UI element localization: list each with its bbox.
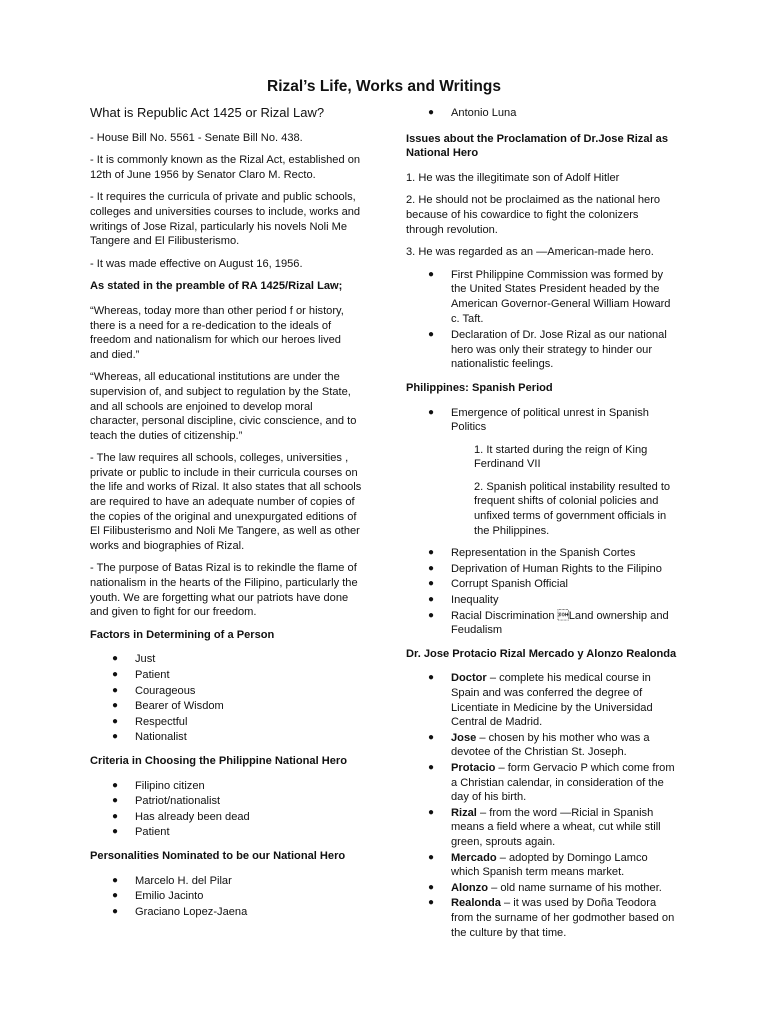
bullet-icon: ● <box>428 268 435 280</box>
list-item: ● Mercado – adopted by Domingo Lamco which Spanish term means market. <box>428 851 648 879</box>
bullet-icon: ● <box>112 653 119 665</box>
bullet-icon: ● <box>428 562 435 574</box>
bullet-icon: ● <box>428 851 435 863</box>
list-item: ● Courageous <box>112 684 196 697</box>
full-name-heading: Dr. Jose Protacio Rizal Mercado y Alonzo Realonda <box>406 647 677 660</box>
bullet-icon: ● <box>428 806 435 818</box>
bullet-icon: ● <box>112 684 119 696</box>
list-item: ● Protacio – form Gervacio P which come from a Christian calendar, in consideration of the day of his birth. <box>428 761 675 804</box>
bullet-icon: ● <box>428 547 435 559</box>
bullet-icon: ● <box>428 107 435 118</box>
issue-3: 3. He was regarded as an —American-made hero. <box>406 246 654 259</box>
preamble-quote-2: “Whereas, all educational institutions are under the supervision of, and subject to regulation by the State, and all schools are enjoined to develop moral character, personal discipline, civic conscience, and to teach the duties of citizenship.” <box>90 371 357 442</box>
list-item: ● Jose – chosen by his mother who was a devotee of the Christian St. Joseph. <box>428 731 650 759</box>
personalities-list <box>90 874 362 920</box>
list-item: ● Graciano Lopez-Jaena <box>112 905 248 918</box>
american-made-list <box>406 268 678 372</box>
list-item: ● Marcelo H. del Pilar <box>112 874 232 887</box>
proclamation-issues-heading: Issues about the Proclamation of Dr.Jose Rizal as National Hero <box>406 132 669 160</box>
right-column <box>406 106 678 949</box>
list-item: ● Emergence of political unrest in Spanish Politics <box>428 406 649 434</box>
left-column <box>90 106 362 928</box>
bullet-icon: ● <box>112 779 119 791</box>
list-item: ● Deprivation of Human Rights to the Filipino <box>428 562 662 575</box>
bullet-icon: ● <box>428 406 435 418</box>
bullet-icon: ● <box>112 890 119 902</box>
curricula-requirement: - It requires the curricula of private and public schools, colleges and universities courses to include, works and writings of Jose Rizal, particularly his novels Noli Me Tangere and El Filibusterismo. <box>90 191 361 248</box>
list-item: ● Has already been dead <box>112 810 250 823</box>
document-title: Rizal’s Life, Works and Writings <box>267 78 501 95</box>
spanish-issues-list <box>406 546 678 638</box>
bill-numbers: - House Bill No. 5561 - Senate Bill No. 438. <box>90 131 303 144</box>
criteria-list <box>90 779 362 840</box>
bullet-icon: ● <box>112 795 119 807</box>
list-item: ● Rizal – from the word —Ricial in Spanish means a field where a wheat, cut while still green, sprouts again. <box>428 806 661 848</box>
list-item: ● First Philippine Commission was formed by the United States President headed by the American Governor-General William Howard c. Taft. <box>428 268 671 325</box>
issue-1: 1. He was the illegitimate son of Adolf Hitler <box>406 171 620 184</box>
law-purpose: - The purpose of Batas Rizal is to rekindle the flame of nationalism in the hearts of the Filipino, particularly the youth. We are forgetting what our patriots have done and given to fight for our freedom. <box>90 562 358 619</box>
list-item: ● Corrupt Spanish Official <box>428 578 568 591</box>
list-item: ● Antonio Luna <box>428 107 517 119</box>
spanish-point-2: 2. Spanish political instability resulted to frequent shifts of colonial policies and unfixed terms of government officials in the Philippines. <box>474 480 671 537</box>
rizal-act-established: - It is commonly known as the Rizal Act, established on 12th of June 1956 by Senator Claro M. Recto. <box>90 154 361 181</box>
list-item: ● Doctor – complete his medical course in Spain and was conferred the degree of Licentiate in Medicine by the Universidad Central de Madrid. <box>428 672 653 729</box>
list-item: ● Declaration of Dr. Jose Rizal as our national hero was only their strategy to hinder our nationalistic feelings. <box>428 329 667 371</box>
spanish-period-heading: Philippines: Spanish Period <box>406 381 553 394</box>
list-item: ● Nationalist <box>112 731 187 744</box>
bullet-icon: ● <box>112 810 119 822</box>
criteria-heading: Criteria in Choosing the Philippine National Hero <box>90 754 348 767</box>
list-item: ● Inequality <box>428 594 499 607</box>
preamble-heading: As stated in the preamble of RA 1425/Rizal Law; <box>90 280 343 293</box>
bullet-icon: ● <box>112 700 119 712</box>
bullet-icon: ● <box>112 826 119 838</box>
bullet-icon: ● <box>428 329 435 341</box>
list-item: ● Patient <box>112 826 170 839</box>
spanish-period-list <box>406 406 678 435</box>
list-item: ● Just <box>112 653 156 666</box>
bullet-icon: ● <box>428 731 435 743</box>
bullet-icon: ● <box>428 578 435 590</box>
factors-list <box>90 652 362 745</box>
bullet-icon: ● <box>112 669 119 680</box>
list-item: ● Bearer of Wisdom <box>112 700 224 713</box>
bullet-icon: ● <box>428 761 435 773</box>
list-item: ● Emilio Jacinto <box>112 890 204 903</box>
factors-heading: Factors in Determining of a Person <box>90 628 275 641</box>
bullet-icon: ● <box>428 672 435 684</box>
list-item: ● Alonzo – old name surname of his mother. <box>428 881 662 894</box>
bullet-icon: ● <box>112 715 119 727</box>
bullet-icon: ● <box>112 905 119 917</box>
bullet-icon: ● <box>428 897 435 909</box>
preamble-quote-1: “Whereas, today more than other period f or history, there is a need for a re-dedication to the ideals of freedom and nationalism for which our heroes lived and died.” <box>90 304 344 361</box>
personalities-list-continued <box>406 106 678 121</box>
list-item: ● Patient <box>112 669 170 681</box>
bullet-icon: ● <box>428 609 435 621</box>
personalities-heading: Personalities Nominated to be our National Hero <box>90 849 346 862</box>
list-item: ● Respectful <box>112 715 188 728</box>
list-item: ● Filipino citizen <box>112 779 205 792</box>
effective-date: - It was made effective on August 16, 1956. <box>90 257 303 270</box>
list-item: ● Racial Discrimination Land ownership and Feudalism <box>428 609 669 637</box>
law-requirement: - The law requires all schools, colleges, universities , private or public to include in their curricula courses on the life and works of Rizal. It also states that all schools are required to have an adequate number of copies of the copies of the original and unexpurgated editions of El Filibusterismo and Noli Me Tangere, as well as other works and biographies of Rizal. <box>90 452 362 552</box>
bullet-icon: ● <box>428 881 435 893</box>
rizal-law-question: What is Republic Act 1425 or Rizal Law? <box>90 105 325 120</box>
list-item: ● Representation in the Spanish Cortes <box>428 547 636 560</box>
spanish-point-1: 1. It started during the reign of King Ferdinand VII <box>474 443 648 471</box>
list-item: ● Patriot/nationalist <box>112 795 221 808</box>
bullet-icon: ● <box>428 594 435 606</box>
bullet-icon: ● <box>112 874 119 886</box>
bullet-icon: ● <box>112 731 119 743</box>
name-meaning-list <box>406 671 678 940</box>
issue-2: 2. He should not be proclaimed as the national hero because of his cowardice to fight the colonizers through revolution. <box>406 194 661 236</box>
list-item: ● Realonda – it was used by Doña Teodora from the surname of her godmother based on the culture by that time. <box>428 897 675 939</box>
